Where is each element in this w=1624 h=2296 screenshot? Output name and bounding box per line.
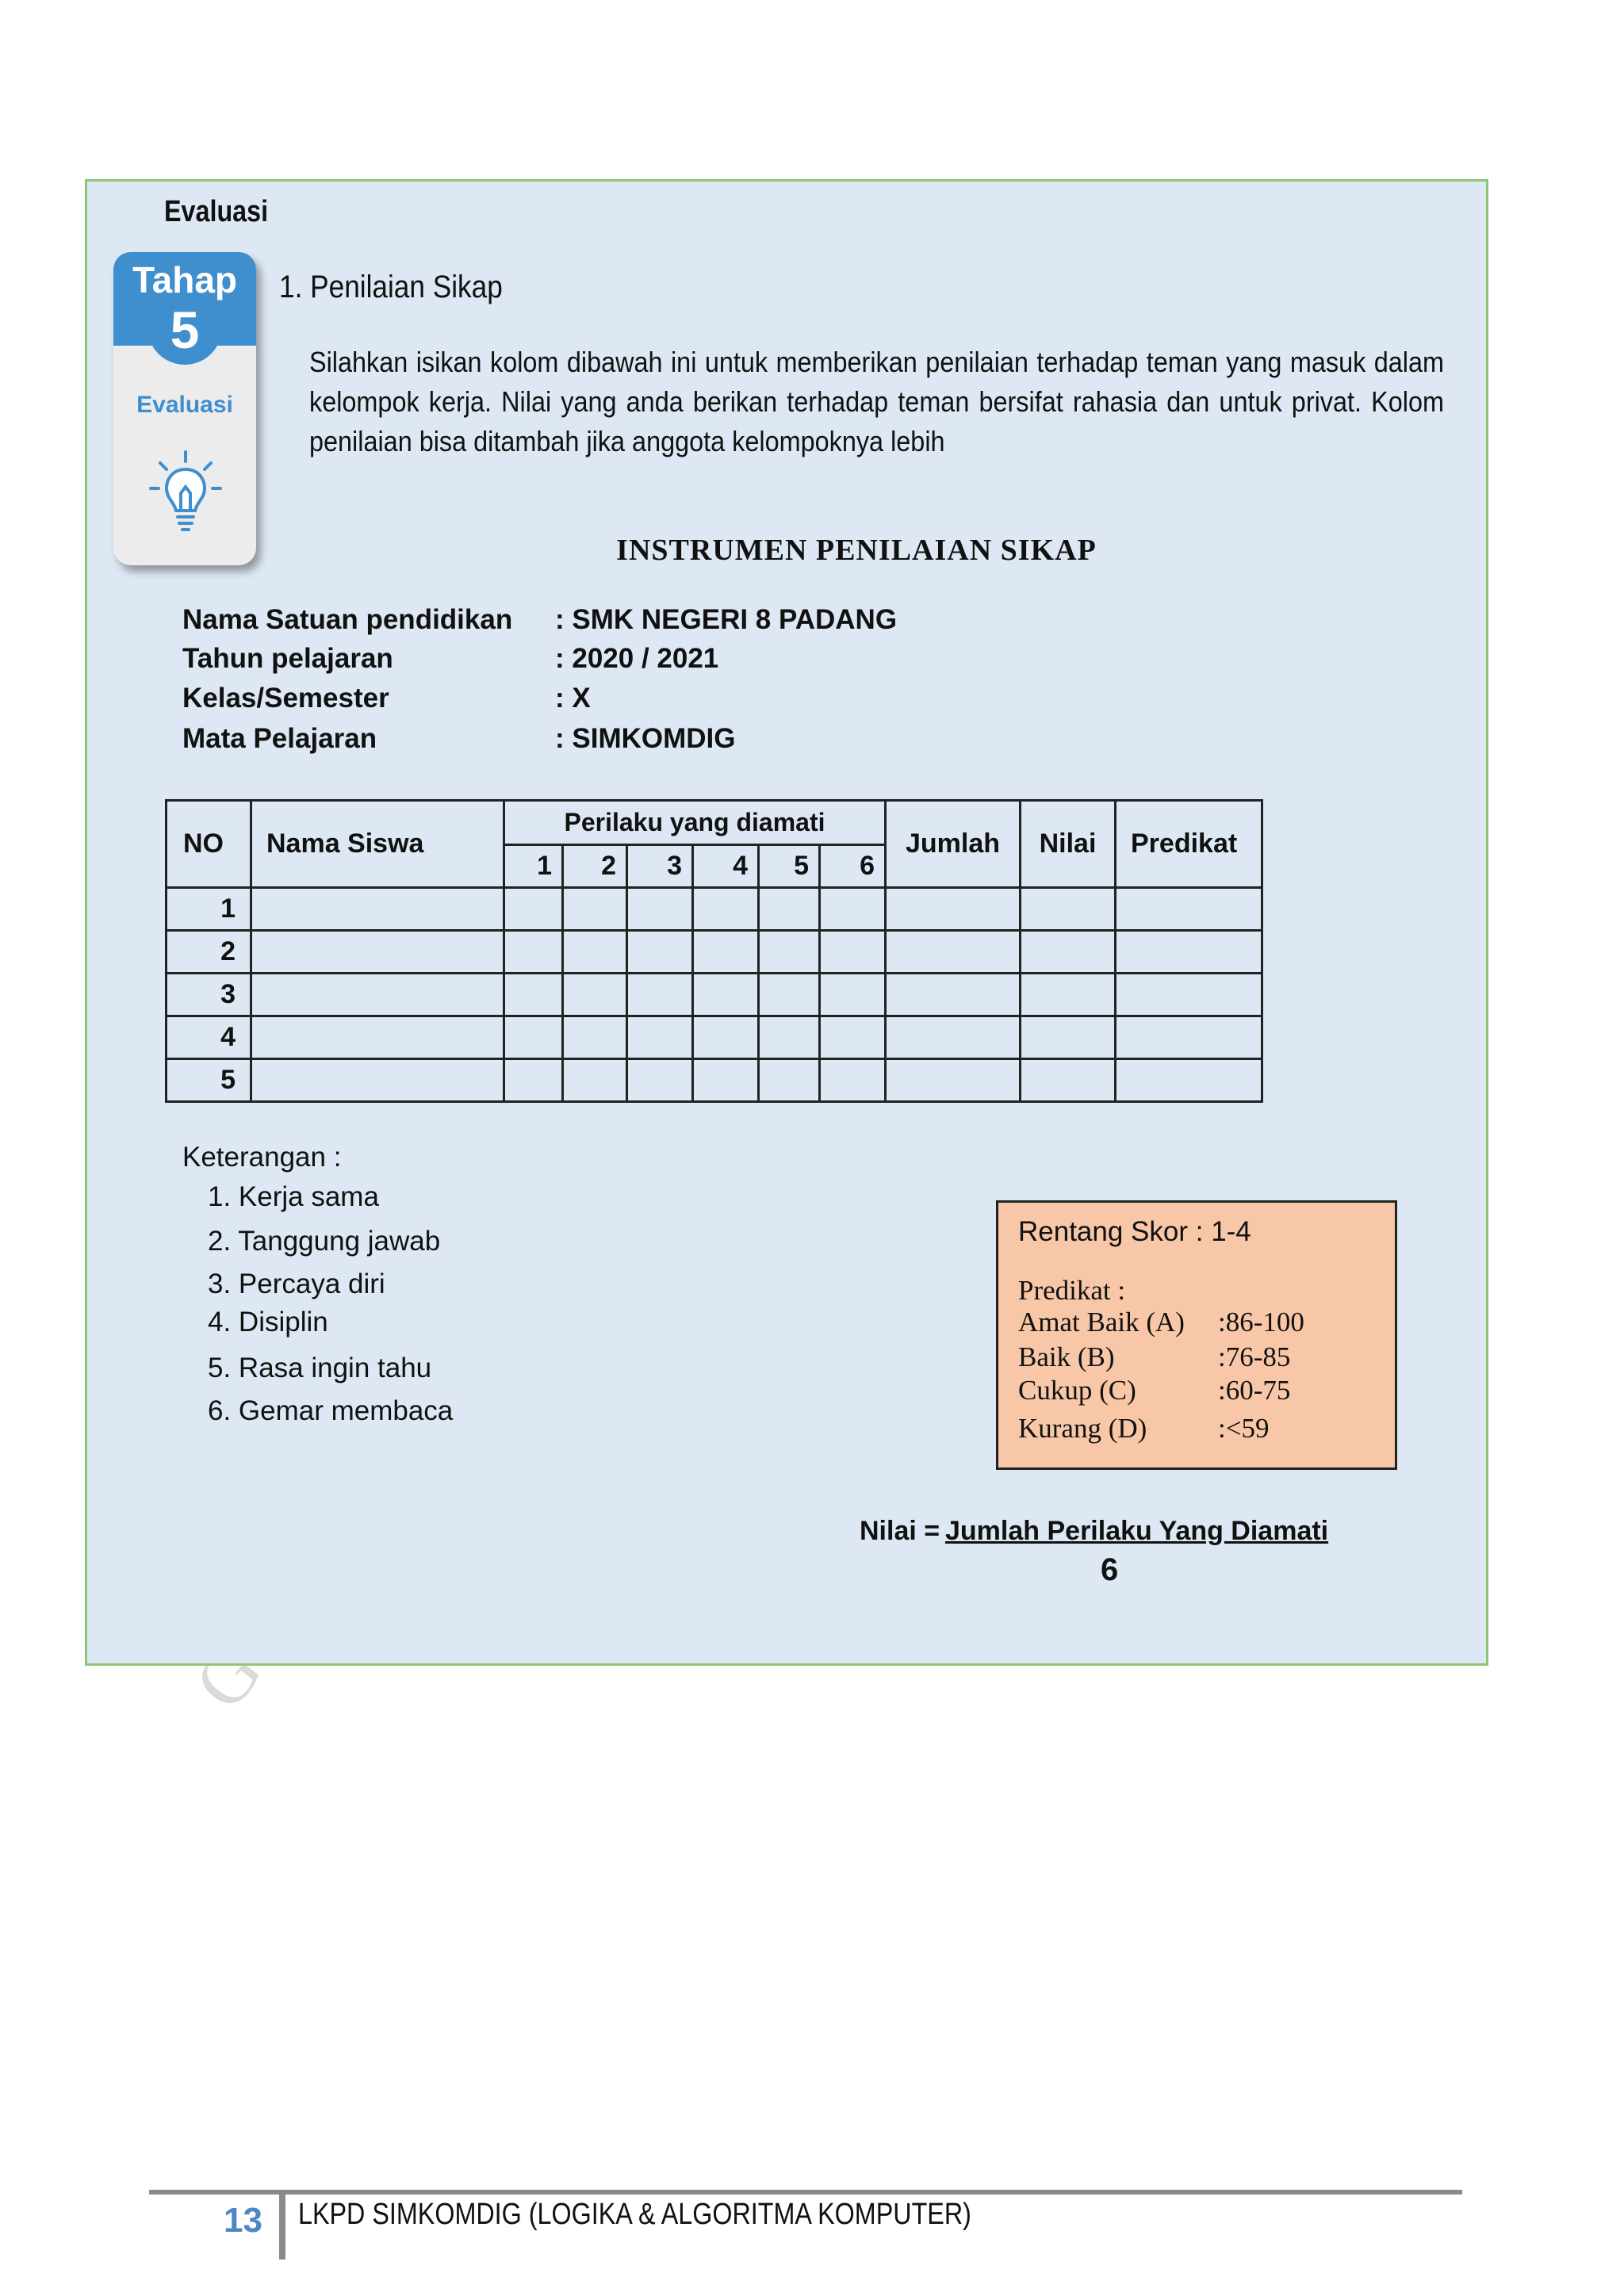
cell-score[interactable] [759, 1016, 820, 1059]
instruction-paragraph: Silahkan isikan kolom dibawah ini untuk memberikan penilaian terhadap teman yang masuk dalam kelompok kerja. Nilai yang anda berikan terhadap teman bersifat rahasia dan untuk privat. Kolom penilaian bisa ditambah jika anggota kelompoknya lebih [309, 346, 1444, 457]
footer-separator [279, 2191, 285, 2260]
formula-denominator: 6 [1101, 1552, 1119, 1587]
info-label-school: Nama Satuan pendidikan [182, 604, 513, 635]
cell-nilai[interactable] [1021, 974, 1116, 1016]
cell-score[interactable] [504, 1016, 563, 1059]
section-title: 1. Penilaian Sikap [279, 270, 503, 304]
table-row [167, 1059, 1262, 1102]
predikat-label: Amat Baik (A) [1018, 1307, 1185, 1337]
cell-jumlah[interactable] [886, 888, 1021, 931]
evaluasi-heading: Evaluasi [164, 195, 269, 228]
predikat-title: Predikat : [1018, 1275, 1126, 1306]
cell-nama[interactable] [251, 888, 504, 931]
row-number: 1 [167, 888, 251, 931]
cell-score[interactable] [820, 974, 886, 1016]
cell-score[interactable] [693, 931, 759, 974]
cell-score[interactable] [627, 1016, 693, 1059]
info-label-class: Kelas/Semester [182, 683, 389, 714]
keterangan-title: Keterangan : [182, 1142, 342, 1173]
cell-predikat[interactable] [1116, 931, 1262, 974]
cell-nilai[interactable] [1021, 1016, 1116, 1059]
row-number: 2 [167, 931, 251, 974]
tahap-evaluasi-label: Evaluasi [136, 392, 233, 418]
predikat-range: :60-75 [1218, 1375, 1291, 1406]
header-perilaku-col: 6 [820, 845, 886, 888]
header-no: NO [167, 801, 251, 888]
header-nilai: Nilai [1021, 801, 1116, 888]
cell-jumlah[interactable] [886, 1016, 1021, 1059]
header-perilaku-col: 1 [504, 845, 563, 888]
row-number: 5 [167, 1059, 251, 1102]
keterangan-item: 3. Percaya diri [208, 1269, 385, 1299]
cell-jumlah[interactable] [886, 1059, 1021, 1102]
cell-score[interactable] [563, 974, 627, 1016]
info-label-year: Tahun pelajaran [182, 643, 393, 674]
predikat-label: Kurang (D) [1018, 1413, 1147, 1444]
header-nama-siswa: Nama Siswa [251, 801, 504, 888]
cell-score[interactable] [627, 1059, 693, 1102]
formula-prefix: Nilai = [860, 1516, 940, 1546]
header-perilaku: Perilaku yang diamati [504, 801, 886, 845]
header-predikat: Predikat [1116, 801, 1262, 888]
table-row [167, 974, 1262, 1016]
footer-title: LKPD SIMKOMDIG (LOGIKA & ALGORITMA KOMPUTER) [298, 2198, 971, 2231]
keterangan-item: 1. Kerja sama [208, 1181, 379, 1212]
cell-predikat[interactable] [1116, 888, 1262, 931]
cell-predikat[interactable] [1116, 1059, 1262, 1102]
cell-score[interactable] [820, 1059, 886, 1102]
row-number: 3 [167, 974, 251, 1016]
cell-score[interactable] [504, 974, 563, 1016]
cell-score[interactable] [504, 1059, 563, 1102]
tahap-number: 5 [147, 301, 222, 365]
cell-score[interactable] [627, 974, 693, 1016]
cell-predikat[interactable] [1116, 1016, 1262, 1059]
predikat-range: :86-100 [1218, 1307, 1304, 1337]
formula-numerator: Jumlah Perilaku Yang Diamati [945, 1516, 1329, 1546]
cell-nilai[interactable] [1021, 888, 1116, 931]
cell-predikat[interactable] [1116, 974, 1262, 1016]
predikat-range: :<59 [1218, 1413, 1270, 1444]
cell-score[interactable] [820, 888, 886, 931]
table-row [167, 888, 1262, 931]
info-value-year: : 2020 / 2021 [555, 643, 719, 674]
cell-score[interactable] [759, 1059, 820, 1102]
rentang-skor: Rentang Skor : 1-4 [1018, 1216, 1251, 1247]
cell-score[interactable] [693, 1059, 759, 1102]
info-value-school: : SMK NEGERI 8 PADANG [555, 604, 898, 635]
cell-jumlah[interactable] [886, 974, 1021, 1016]
header-perilaku-col: 5 [759, 845, 820, 888]
footer-divider [149, 2190, 1462, 2195]
predikat-label: Cukup (C) [1018, 1375, 1136, 1406]
cell-score[interactable] [759, 888, 820, 931]
cell-nilai[interactable] [1021, 931, 1116, 974]
cell-nama[interactable] [251, 1059, 504, 1102]
cell-score[interactable] [627, 888, 693, 931]
cell-nama[interactable] [251, 1016, 504, 1059]
cell-score[interactable] [563, 1016, 627, 1059]
cell-nilai[interactable] [1021, 1059, 1116, 1102]
cell-nama[interactable] [251, 974, 504, 1016]
cell-score[interactable] [693, 974, 759, 1016]
cell-score[interactable] [504, 931, 563, 974]
keterangan-item: 2. Tanggung jawab [208, 1226, 441, 1257]
cell-score[interactable] [563, 1059, 627, 1102]
cell-score[interactable] [759, 974, 820, 1016]
keterangan-item: 4. Disiplin [208, 1307, 328, 1337]
cell-score[interactable] [693, 1016, 759, 1059]
cell-jumlah[interactable] [886, 931, 1021, 974]
cell-score[interactable] [504, 888, 563, 931]
predikat-label: Baik (B) [1018, 1341, 1115, 1372]
row-number: 4 [167, 1016, 251, 1059]
page-number: 13 [224, 2201, 262, 2240]
cell-score[interactable] [563, 931, 627, 974]
predikat-range: :76-85 [1218, 1341, 1291, 1372]
cell-score[interactable] [820, 931, 886, 974]
lightbulb-icon [149, 449, 222, 536]
table-row [167, 1016, 1262, 1059]
cell-score[interactable] [563, 888, 627, 931]
keterangan-item: 6. Gemar membaca [208, 1395, 454, 1426]
info-label-subject: Mata Pelajaran [182, 723, 377, 754]
header-perilaku-col: 2 [563, 845, 627, 888]
cell-score[interactable] [820, 1016, 886, 1059]
cell-score[interactable] [759, 931, 820, 974]
table-row [167, 931, 1262, 974]
tahap-label: Tahap [132, 259, 238, 300]
info-value-class: : X [555, 683, 591, 714]
info-value-subject: : SIMKOMDIG [555, 723, 736, 754]
header-perilaku-col: 4 [693, 845, 759, 888]
keterangan-item: 5. Rasa ingin tahu [208, 1353, 432, 1383]
assessment-table [165, 799, 1263, 1103]
header-perilaku-col: 3 [627, 845, 693, 888]
header-jumlah: Jumlah [886, 801, 1021, 888]
cell-nama[interactable] [251, 931, 504, 974]
cell-score[interactable] [693, 888, 759, 931]
instrument-title: INSTRUMEN PENILAIAN SIKAP [616, 534, 1097, 567]
cell-score[interactable] [627, 931, 693, 974]
